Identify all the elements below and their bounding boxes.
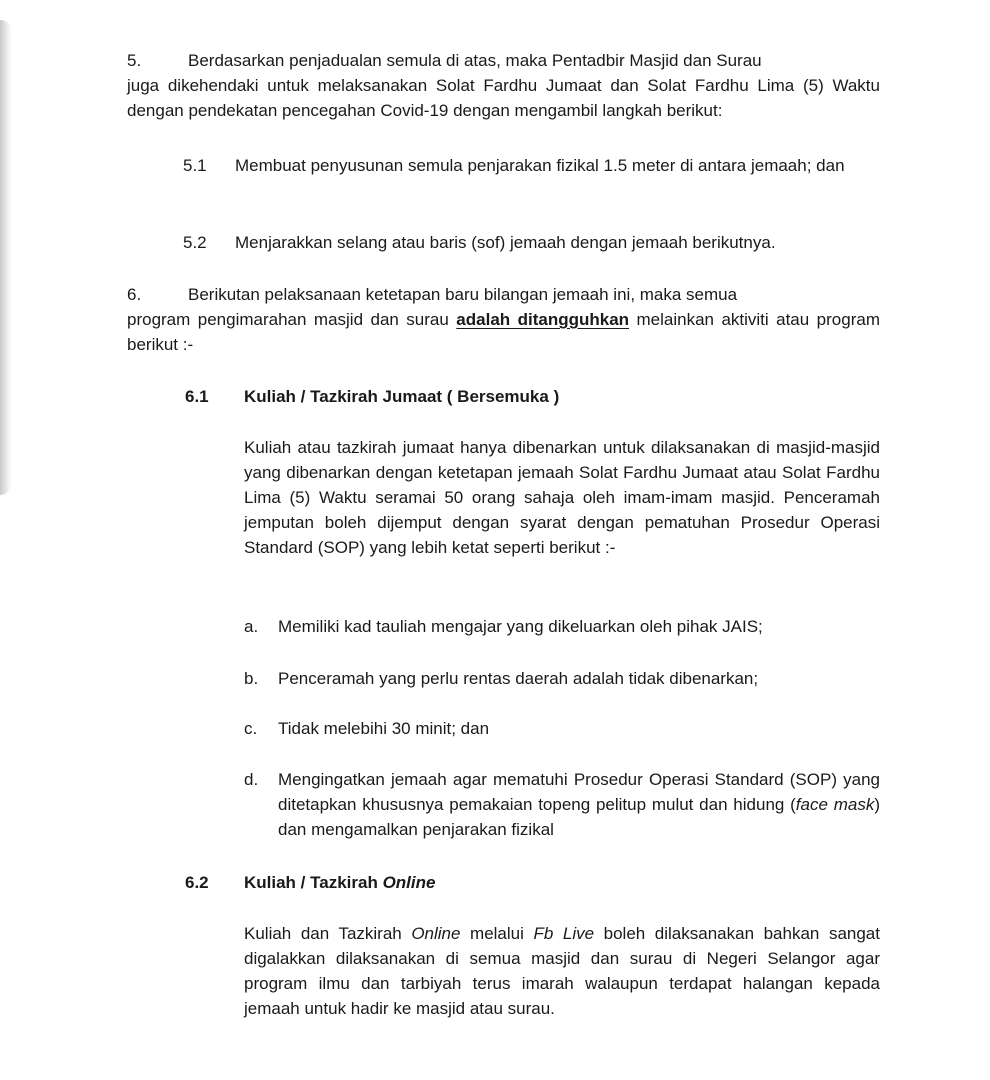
paragraph-5-body: juga dikehendaki untuk melaksanakan Solat Fardhu Jumaat dan Solat Fardhu Lima (5) Waktu dengan pendekatan pencegahan Covid-19 dengan mengambil langkah berikut: xyxy=(127,76,880,120)
item-d-text-after: ) dan mengamalkan penjarakan fizikal xyxy=(278,795,880,839)
paragraph-6-text-after: melainkan aktiviti atau program berikut :- xyxy=(127,310,880,354)
postponed-emphasis: adalah ditangguhkan xyxy=(456,310,630,329)
section-6-2-number: 6.2 xyxy=(185,873,209,892)
section-6-2-body-part-3: melalui xyxy=(460,924,534,943)
item-c-letter: c. xyxy=(244,719,258,738)
item-b-text: Penceramah yang perlu rentas daerah adalah tidak dibenarkan; xyxy=(278,669,759,688)
paragraph-6-number: 6. xyxy=(127,285,142,304)
item-d-letter: d. xyxy=(244,770,259,789)
section-6-2-heading-text: Kuliah / Tazkirah xyxy=(244,873,383,892)
section-6-2-body-part-5: boleh dilaksanakan bahkan sangat digalakkan dilaksanakan di semua masjid dan surau di Negeri Selangor agar program ilmu dan tarbiyah terus imarah walaupun terdapat halangan kepada jemaah untuk hadir ke masjid atau surau. xyxy=(244,924,880,1018)
item-c-text: Tidak melebihi 30 minit; dan xyxy=(278,719,490,738)
item-d-text-before: Mengingatkan jemaah agar mematuhi Prosedur Operasi Standard (SOP) yang ditetapkan khususnya pemakaian topeng pelitup mulut dan hidung ( xyxy=(278,770,880,814)
section-6-2-heading-online: Online xyxy=(382,873,436,892)
item-d-text xyxy=(278,767,880,842)
online-term: Online xyxy=(411,924,461,943)
paragraph-5-number: 5. xyxy=(127,51,142,70)
item-a-text: Memiliki kad tauliah mengajar yang dikeluarkan oleh pihak JAIS; xyxy=(278,617,763,636)
face-mask-term: face mask xyxy=(795,795,875,814)
section-6-1-number: 6.1 xyxy=(185,387,209,406)
item-b-letter: b. xyxy=(244,669,259,688)
section-6-1-body: Kuliah atau tazkirah jumaat hanya dibenarkan untuk dilaksanakan di masjid-masjid yang dibenarkan dengan ketetapan jemaah Solat Fardhu Jumaat atau Solat Fardhu Lima (5) Waktu seramai 50 orang sahaja oleh imam-imam masjid. Penceramah jemputan boleh dijemput dengan syarat dengan pematuhan Prosedur Operasi Standard (SOP) yang lebih ketat seperti berikut :- xyxy=(244,438,880,557)
item-a-letter: a. xyxy=(244,617,259,636)
item-5-1-number: 5.1 xyxy=(183,156,207,175)
paragraph-5-first-line: Berdasarkan penjadualan semula di atas, maka Pentadbir Masjid dan Surau xyxy=(188,51,762,70)
section-6-2-heading xyxy=(244,870,880,895)
item-5-2-number: 5.2 xyxy=(183,233,207,252)
fb-live-term: Fb Live xyxy=(533,924,595,943)
section-6-2-body-part-1: Kuliah dan Tazkirah xyxy=(244,924,412,943)
section-6-1-heading: Kuliah / Tazkirah Jumaat ( Bersemuka ) xyxy=(244,387,560,406)
paragraph-6-first-line: Berikutan pelaksanaan ketetapan baru bilangan jemaah ini, maka semua xyxy=(188,285,738,304)
paragraph-6-text-before: program pengimarahan masjid dan surau xyxy=(127,310,457,329)
section-6-2-body xyxy=(244,921,880,1021)
item-5-1-text: Membuat penyusunan semula penjarakan fizikal 1.5 meter di antara jemaah; dan xyxy=(235,156,845,175)
paragraph-6-body xyxy=(127,307,880,357)
item-5-2-text: Menjarakkan selang atau baris (sof) jemaah dengan jemaah berikutnya. xyxy=(235,233,776,252)
